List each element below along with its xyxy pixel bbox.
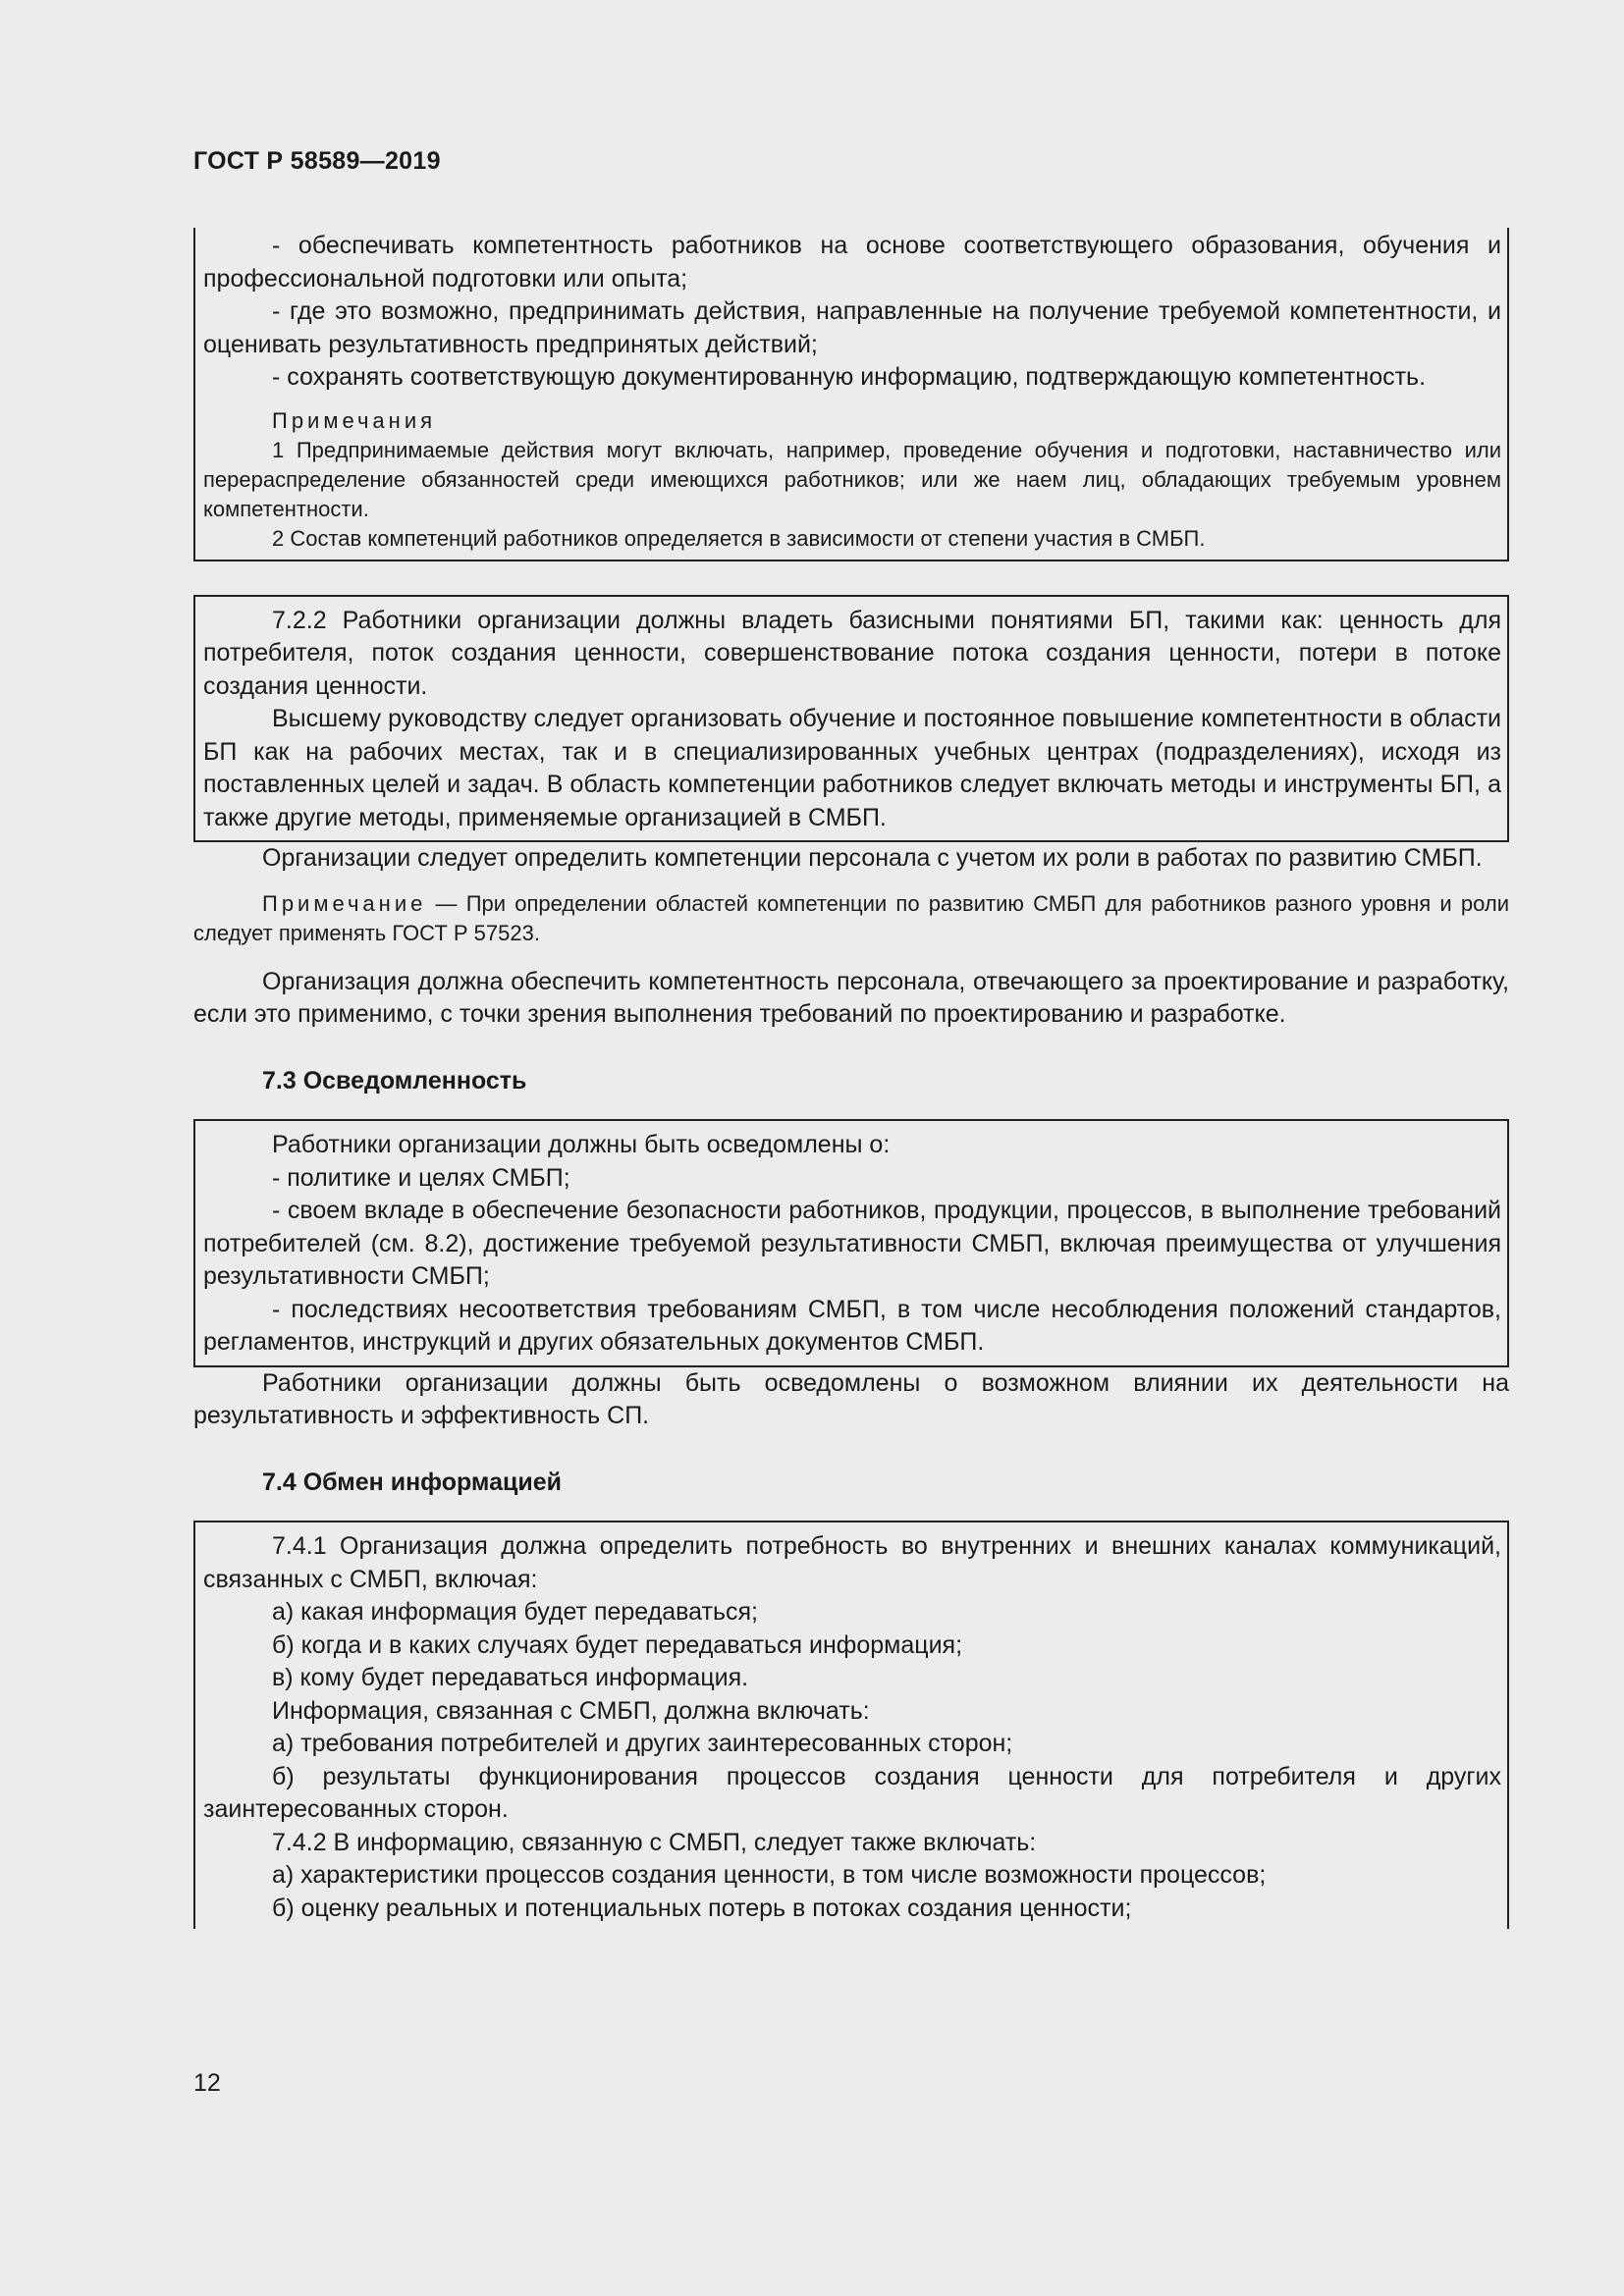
requirements-box-722 (193, 595, 1509, 843)
list-item: а) требования потребителей и других заинтересованных сторон; (272, 1730, 1013, 1757)
list-item: б) результаты функционирования процессов создания ценности для потребителя и других заинтересованных сторон. (203, 1762, 1501, 1823)
list-item: а) характеристики процессов создания ценности, в том числе возможности процессов; (272, 1861, 1267, 1889)
requirements-box-communication (193, 1521, 1509, 1929)
paragraph: Работники организации должны быть осведомлены о: (272, 1131, 891, 1158)
paragraph: Информация, связанная с СМБП, должна включать: (272, 1696, 870, 1725)
clause-741: 7.4.1 Организация должна определить потребность во внутренних и внешних каналах коммуникаций, связанных с СМБП, включая: (203, 1532, 1501, 1593)
notes-title: Примечания (272, 407, 437, 433)
requirements-box-awareness (193, 1119, 1509, 1367)
note-label: Примечание (262, 890, 427, 916)
list-item: - своем вкладе в обеспечение безопасности работников, продукции, процессов, в выполнение требований потребителей (см. 8.2), достижение требуемой результативности СМБП, включая преимущества от улучшения результативности СМБП; (203, 1197, 1501, 1290)
note-1: 1 Предпринимаемые действия могут включать, например, проведение обучения и подготовки, наставничество или перераспределение обязанностей среди имеющихся работников; или же наем лиц, обладающих требуемым уровнем компетентности. (203, 437, 1501, 521)
note (193, 889, 1509, 948)
list-item: - где это возможно, предпринимать действия, направленные на получение требуемой компетентности, и оценивать результативность предпринятых действий; (203, 297, 1501, 358)
note-text: — При определении областей компетенции по развитию СМБП для работников разного уровня и роли следует применять ГОСТ Р 57523. (193, 890, 1509, 945)
paragraph: Организация должна обеспечить компетентность персонала, отвечающего за проектирование и разработку, если это применимо, с точки зрения выполнения требований по проектированию и разработке. (193, 967, 1509, 1028)
list-item: в) кому будет передаваться информация. (272, 1664, 749, 1691)
list-item: б) когда и в каких случаях будет передаваться информация; (272, 1630, 963, 1659)
list-item: - сохранять соответствующую документированную информацию, подтверждающую компетентность. (272, 363, 1427, 391)
note-2: 2 Состав компетенций работников определяется в зависимости от степени участия в СМБП. (272, 525, 1206, 551)
section-heading-7-3: 7.3 Осведомленность (262, 1066, 527, 1095)
list-item: а) какая информация будет передаваться; (272, 1598, 758, 1626)
paragraph: Высшему руководству следует организовать обучение и постоянное повышение компетентности в области БП как на рабочих местах, так и в специализированных учебных центрах (подразделениях), исходя из поставленных целей и задач. В область компетенции работников следует включать методы и инструменты БП, а также другие методы, применяемые организацией в СМБП. (203, 705, 1501, 831)
list-item: б) оценку реальных и потенциальных потерь в потоках создания ценности; (272, 1894, 1132, 1922)
paragraph: Работники организации должны быть осведомлены о возможном влиянии их деятельности на результативность и эффективность СП. (193, 1368, 1509, 1429)
page-number: 12 (193, 2069, 221, 2097)
list-item: - обеспечивать компетентность работников на основе соответствующего образования, обучения и профессиональной подготовки или опыта; (203, 232, 1501, 293)
section-heading-7-4: 7.4 Обмен информацией (262, 1468, 563, 1496)
clause-742: 7.4.2 В информацию, связанную с СМБП, следует также включать: (272, 1828, 1037, 1856)
document-body (193, 228, 1509, 1929)
list-item: - последствиях несоответствия требованиям СМБП, в том числе несоблюдения положений стандартов, регламентов, инструкций и других обязательных документов СМБП. (203, 1295, 1501, 1356)
document-header: ГОСТ Р 58589—2019 (193, 147, 441, 175)
clause-722: 7.2.2 Работники организации должны владеть базисными понятиями БП, такими как: ценность для потребителя, поток создания ценности, совершенствование потока создания ценности, потери в потоке создания ценности. (203, 606, 1501, 700)
list-item: - политике и целях СМБП; (272, 1163, 570, 1192)
requirements-box-competence (193, 228, 1509, 561)
paragraph: Организации следует определить компетенции персонала с учетом их роли в работах по развитию СМБП. (262, 844, 1483, 872)
